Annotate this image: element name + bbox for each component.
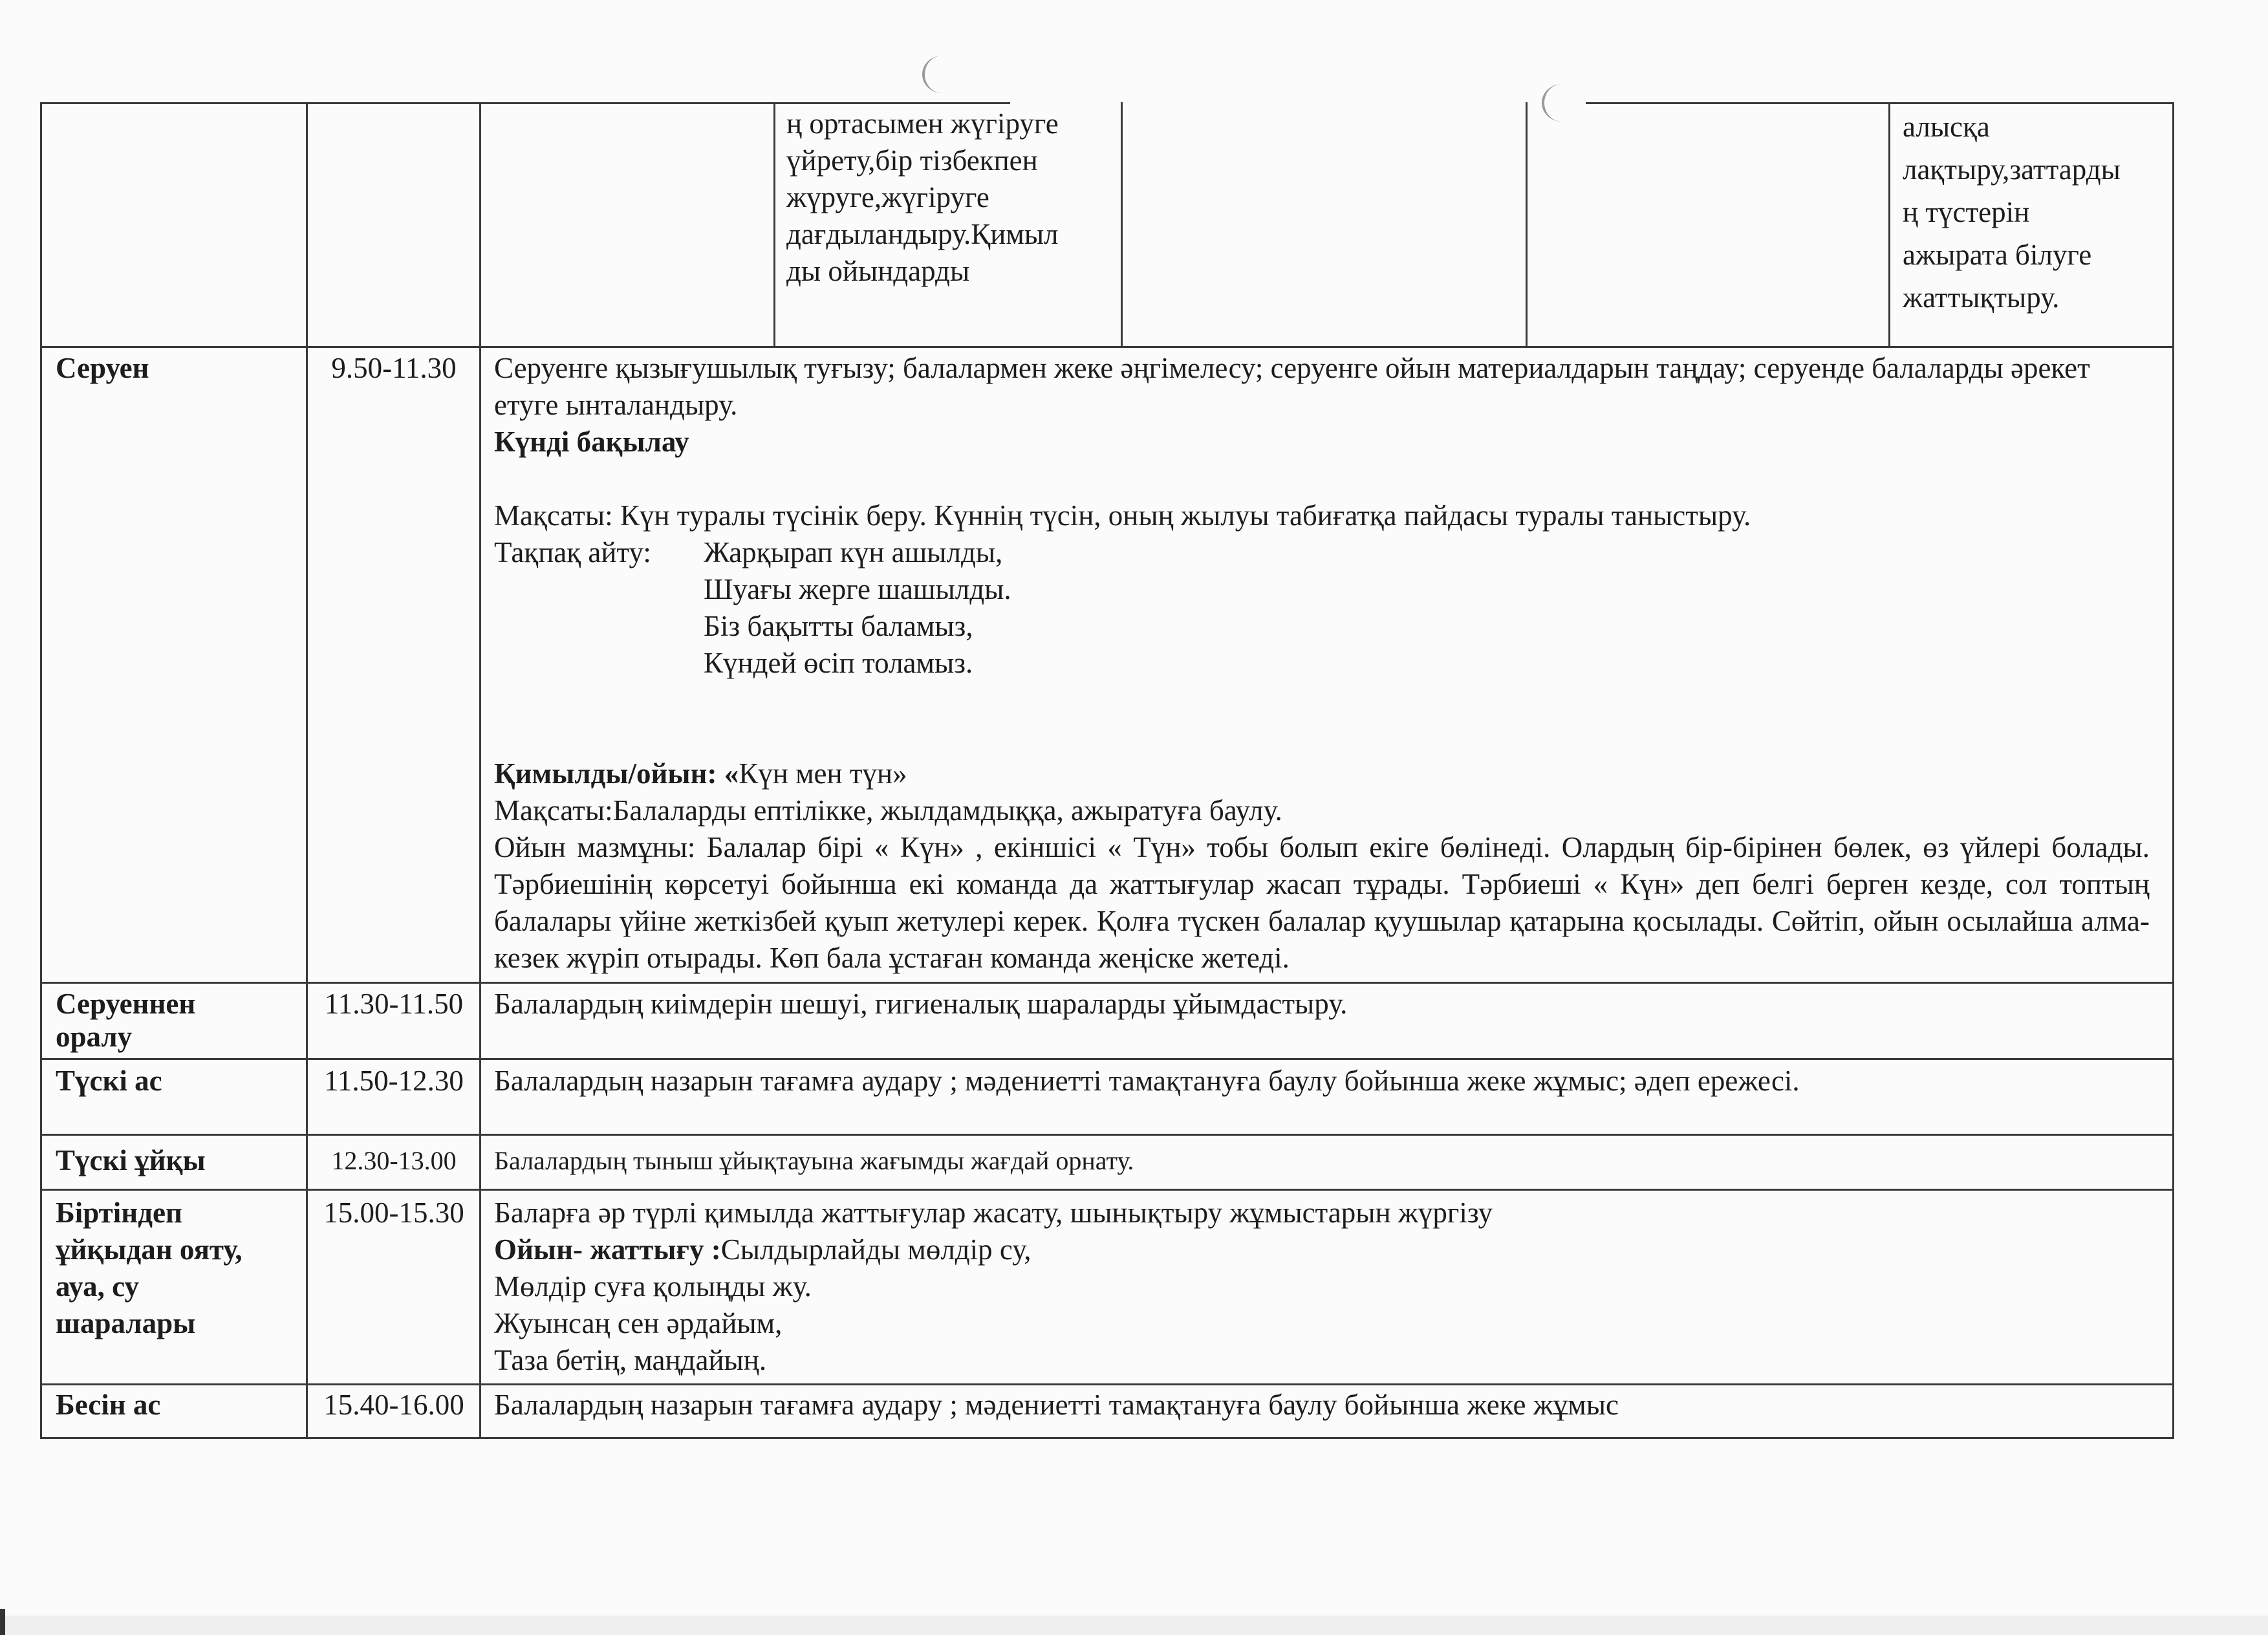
- table-border-bottom: [40, 1437, 2174, 1439]
- spacer: [494, 460, 2150, 497]
- row-label-wake: [56, 1195, 243, 1342]
- row-divider: [40, 346, 2174, 348]
- table-border-top-right: [1586, 102, 2174, 104]
- return-content: Балалардың киімдерін шешуі, гигиеналық шараларды ұйымдастыру.: [494, 988, 1348, 1020]
- lunch-content: Балалардың назарын тағамға аудару ; мәдениетті тамақтануға баулу бойынша жеке жұмыс; әдеп ережесі.: [494, 1065, 1800, 1097]
- scan-bottom-edge: [0, 1616, 2268, 1635]
- row-time-return: 11.30-11.50: [324, 988, 464, 1020]
- table-border-left: [40, 102, 42, 1439]
- column-divider: [773, 102, 775, 348]
- table-border-top-left: [40, 102, 1010, 104]
- seruen-goal: Мақсаты: Күн туралы түсінік беру. Күннің түсін, оның жылуы табиғатқа пайдасы туралы таныстыру.: [494, 499, 1751, 532]
- label-line: ұйқыдан ояту,: [56, 1233, 243, 1266]
- top-row-cell-col3: [786, 105, 1116, 290]
- poem-line: Біз бақытты баламыз,: [704, 610, 973, 642]
- row-time-snack: 15.40-16.00: [323, 1389, 464, 1421]
- takpak-label: Тақпақ айту:: [494, 536, 651, 568]
- top-row-cell-col6: [1903, 105, 2168, 319]
- row-label-seruen: Серуен: [56, 352, 149, 384]
- exercise-title: Ойын- жаттығу :: [494, 1233, 721, 1266]
- takpak-block: [494, 534, 2150, 755]
- exercise-line: Сылдырлайды мөлдір су,: [720, 1233, 1031, 1266]
- row-divider: [40, 982, 2174, 984]
- row-time-wake: 15.00-15.30: [323, 1196, 464, 1229]
- observation-title: Күнді бақылау: [494, 426, 689, 458]
- text-line: лақтыру,заттарды: [1903, 153, 2121, 186]
- row-label-return: [56, 986, 195, 1056]
- label-line: оралу: [56, 1021, 133, 1053]
- game-content: Ойын мазмұны: Балалар бірі « Күн» , екіншісі « Түн» тобы болып екіге бөлінеді. Олардың бір-бірінен бөлек, өз үйлері болады. Тәрбиешінің көрсетуі бойынша екі команда да жаттығулар жасап тұрады. Тәрбиеші « Күн» деп белгі берген кезде, сол топтың балалары үйіне жеткізбей қуып жетулері керек. Қолға түскен балалар қуушылар қатарына қосылады. Сөйтіп, ойын осылайша алма-кезек жүріп отырады. Көп бала ұстаған команда жеңіске жетеді.: [494, 831, 2150, 974]
- punch-hole-mark: [922, 56, 962, 93]
- row-divider: [40, 1383, 2174, 1385]
- column-divider: [1888, 102, 1890, 348]
- game-name: Күн мен түн»: [739, 757, 907, 790]
- table-border-right: [2172, 102, 2174, 1439]
- poem-line: Күндей өсіп толамыз.: [704, 647, 973, 679]
- snack-content: Балалардың назарын тағамға аудару ; мәдениетті тамақтануға баулу бойынша жеке жұмыс: [494, 1389, 1619, 1421]
- row-label-snack: Бесін ас: [56, 1389, 161, 1421]
- row-divider: [40, 1134, 2174, 1136]
- text-line: ажырата білуге: [1903, 239, 2092, 271]
- column-divider: [306, 102, 308, 1439]
- wake-content: [494, 1195, 1493, 1379]
- seruen-content: [494, 350, 2150, 977]
- row-label-lunch: Түскі ас: [56, 1065, 162, 1097]
- game-title: Қимылды/ойын: «: [494, 757, 739, 790]
- row-label-nap: Түскі ұйқы: [56, 1144, 206, 1176]
- scan-left-edge: [0, 1609, 5, 1635]
- text-line: жаттықтыру.: [1903, 281, 2060, 314]
- punch-hole-mark: [1542, 84, 1582, 122]
- text-line: үйрету,бір тізбекпен: [786, 144, 1038, 177]
- text-line: ды ойындарды: [786, 255, 970, 287]
- poem-line: Шуағы жерге шашылды.: [704, 573, 1011, 605]
- text-line: ң ортасымен жүгіруге: [786, 107, 1059, 140]
- row-time-nap: 12.30-13.00: [331, 1146, 457, 1175]
- exercise-line: Жуынсаң сен әрдайым,: [494, 1307, 783, 1339]
- column-divider: [1526, 102, 1528, 348]
- nap-content: Балалардың тыныш ұйықтауына жағымды жағдай орнату.: [494, 1146, 1134, 1175]
- row-divider: [40, 1058, 2174, 1060]
- text-line: алысқа: [1903, 111, 1990, 143]
- row-time-lunch: 11.50-12.30: [324, 1065, 464, 1097]
- row-time-seruen: 9.50-11.30: [331, 352, 457, 384]
- text-line: дағдыландыру.Қимыл: [786, 218, 1059, 250]
- text-line: жүруге,жүгіруге: [786, 181, 989, 213]
- wake-text: Баларға әр түрлі қимылда жаттығулар жасату, шынықтыру жұмыстарын жүргізу: [494, 1196, 1493, 1229]
- game-goal: Мақсаты:Балаларды ептілікке, жылдамдыққа, ажыратуға баулу.: [494, 794, 1282, 827]
- column-divider: [479, 102, 481, 1439]
- poem-line: Жарқырап күн ашылды,: [704, 536, 1003, 568]
- label-line: Біртіндеп: [56, 1196, 182, 1229]
- exercise-line: Мөлдір суға қолыңды жу.: [494, 1270, 812, 1303]
- text-line: ң түстерін: [1903, 196, 2030, 228]
- row-divider: [40, 1189, 2174, 1191]
- column-divider: [1121, 102, 1123, 348]
- label-line: ауа, су: [56, 1270, 140, 1303]
- exercise-line: Таза бетің, маңдайың.: [494, 1344, 767, 1376]
- seruen-intro: Серуенге қызығушылық туғызу; балалармен жеке әңгімелесу; серуенге ойын материалдарын таңдау; серуенде балаларды әрекет етуге ынталандыру.: [494, 352, 2090, 421]
- label-line: шаралары: [56, 1307, 196, 1339]
- label-line: Серуеннен: [56, 988, 196, 1020]
- poem: [704, 534, 1011, 682]
